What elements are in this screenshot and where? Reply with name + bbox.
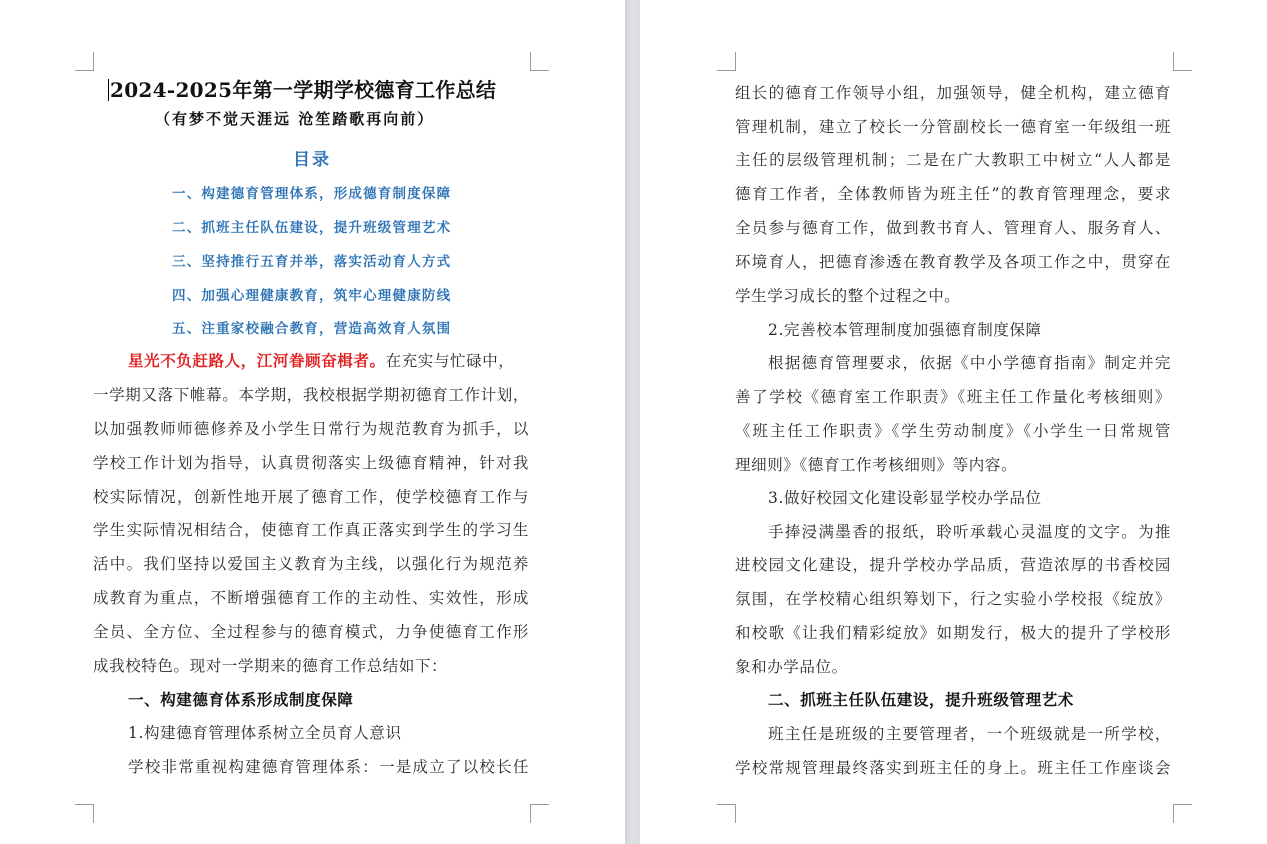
toc-item[interactable]: 二、抓班主任队伍建设，提升班级管理艺术 xyxy=(172,220,452,236)
body-line: 和校歌《让我们精彩绽放》如期发行，极大的提升了学校形 xyxy=(735,624,1171,642)
body-line: 以加强教师师德修养及小学生日常行为规范教育为抓手，以 xyxy=(93,420,529,438)
section-heading: 一、构建德育体系形成制度保障 xyxy=(128,690,354,709)
body-line: 象和办学品位。 xyxy=(735,658,848,676)
body-line: 学校工作计划为指导，认真贯彻落实上级德育精神，针对我 xyxy=(93,454,529,472)
toc-item[interactable]: 一、构建德育管理体系，形成德育制度保障 xyxy=(172,186,452,202)
document-page-right[interactable] xyxy=(640,0,1267,844)
body-line: 主任的层级管理机制；二是在广大教职工中树立“人人都是 xyxy=(735,151,1171,169)
toc-item[interactable]: 四、加强心理健康教育，筑牢心理健康防线 xyxy=(172,288,452,304)
body-line: 环境育人，把德育渗透在教育教学及各项工作之中，贯穿在 xyxy=(735,253,1171,271)
section-heading: 二、抓班主任队伍建设，提升班级管理艺术 xyxy=(768,690,1074,709)
toc-item[interactable]: 五、注重家校融合教育，营造高效育人氛围 xyxy=(172,321,452,337)
highlight-quote: 星光不负赶路人，江河眷顾奋楫者。 xyxy=(128,351,386,370)
sub-heading: 1.构建德育管理体系树立全员育人意识 xyxy=(128,724,402,742)
body-line: 管理机制，建立了校长一分管副校长一德育室一年级组一班 xyxy=(735,118,1171,136)
toc-title: 目录 xyxy=(293,150,331,170)
corner-mark xyxy=(1173,52,1192,71)
text-cursor xyxy=(108,79,109,101)
body-line: 一学期又落下帷幕。本学期，我校根据学期初德育工作计划， xyxy=(93,386,529,404)
sub-heading: 2.完善校本管理制度加强德育制度保障 xyxy=(768,321,1042,339)
body-line: 全员参与德育工作，做到教书育人、管理育人、服务育人、 xyxy=(735,219,1171,237)
body-line: 学校常规管理最终落实到班主任的身上。班主任工作座谈会 xyxy=(735,759,1171,777)
body-line: 班主任是班级的主要管理者，一个班级就是一所学校， xyxy=(768,725,1171,743)
body-line: 成教育为重点，不断增强德育工作的主动性、实效性，形成 xyxy=(93,589,529,607)
body-line: 成我校特色。现对一学期来的德育工作总结如下： xyxy=(93,657,448,675)
corner-mark xyxy=(75,804,94,823)
body-line: 手捧浸满墨香的报纸，聆听承载心灵温度的文字。为推 xyxy=(768,523,1171,541)
corner-mark xyxy=(530,52,549,71)
body-line: 学生实际情况相结合，使德育工作真正落实到学生的学习生 xyxy=(93,521,529,539)
document-page-left[interactable] xyxy=(0,0,625,844)
body-line: 活中。我们坚持以爱国主义教育为主线，以强化行为规范养 xyxy=(93,555,529,573)
corner-mark xyxy=(1173,804,1192,823)
body-line: 理细则》《德育工作考核细则》等内容。 xyxy=(735,456,1018,474)
body-line: 善了学校《德育室工作职责》《班主任工作量化考核细则》 xyxy=(735,388,1171,406)
corner-mark xyxy=(530,804,549,823)
sub-heading: 3.做好校园文化建设彰显学校办学品位 xyxy=(768,489,1042,507)
toc-item[interactable]: 三、坚持推行五育并举，落实活动育人方式 xyxy=(172,254,452,270)
corner-mark xyxy=(717,52,736,71)
body-line: 学校非常重视构建德育管理体系：一是成立了以校长任 xyxy=(128,758,529,776)
body-line: 组长的德育工作领导小组，加强领导，健全机构，建立德育 xyxy=(735,84,1171,102)
body-line: 德育工作者，全体教师皆为班主任”的教育管理理念，要求 xyxy=(735,185,1171,203)
corner-mark xyxy=(75,52,94,71)
body-line: 全员、全方位、全过程参与的德育模式，力争使德育工作形 xyxy=(93,623,529,641)
body-line: 校实际情况，创新性地开展了德育工作，使学校德育工作与 xyxy=(93,488,529,506)
document-title[interactable]: 2024-2025年第一学期学校德育工作总结 xyxy=(110,78,497,102)
body-line: 学生学习成长的整个过程之中。 xyxy=(735,287,961,305)
corner-mark xyxy=(717,804,736,823)
body-line: 《班主任工作职责》《学生劳动制度》《小学生一日常规管 xyxy=(735,422,1171,440)
body-line: 进校园文化建设，提升学校办学品质，营造浓厚的书香校园 xyxy=(735,556,1171,574)
page-gutter xyxy=(625,0,640,844)
body-line: 根据德育管理要求，依据《中小学德育指南》制定并完 xyxy=(768,354,1171,372)
intro-first-line: 星光不负赶路人，江河眷顾奋楫者。在充实与忙碌中， xyxy=(128,351,515,370)
body-line: 氛围，在学校精心组织筹划下，行之实验小学校报《绽放》 xyxy=(735,590,1171,608)
document-subtitle: （有梦不觉天涯远 沧笙踏歌再向前） xyxy=(155,110,435,128)
